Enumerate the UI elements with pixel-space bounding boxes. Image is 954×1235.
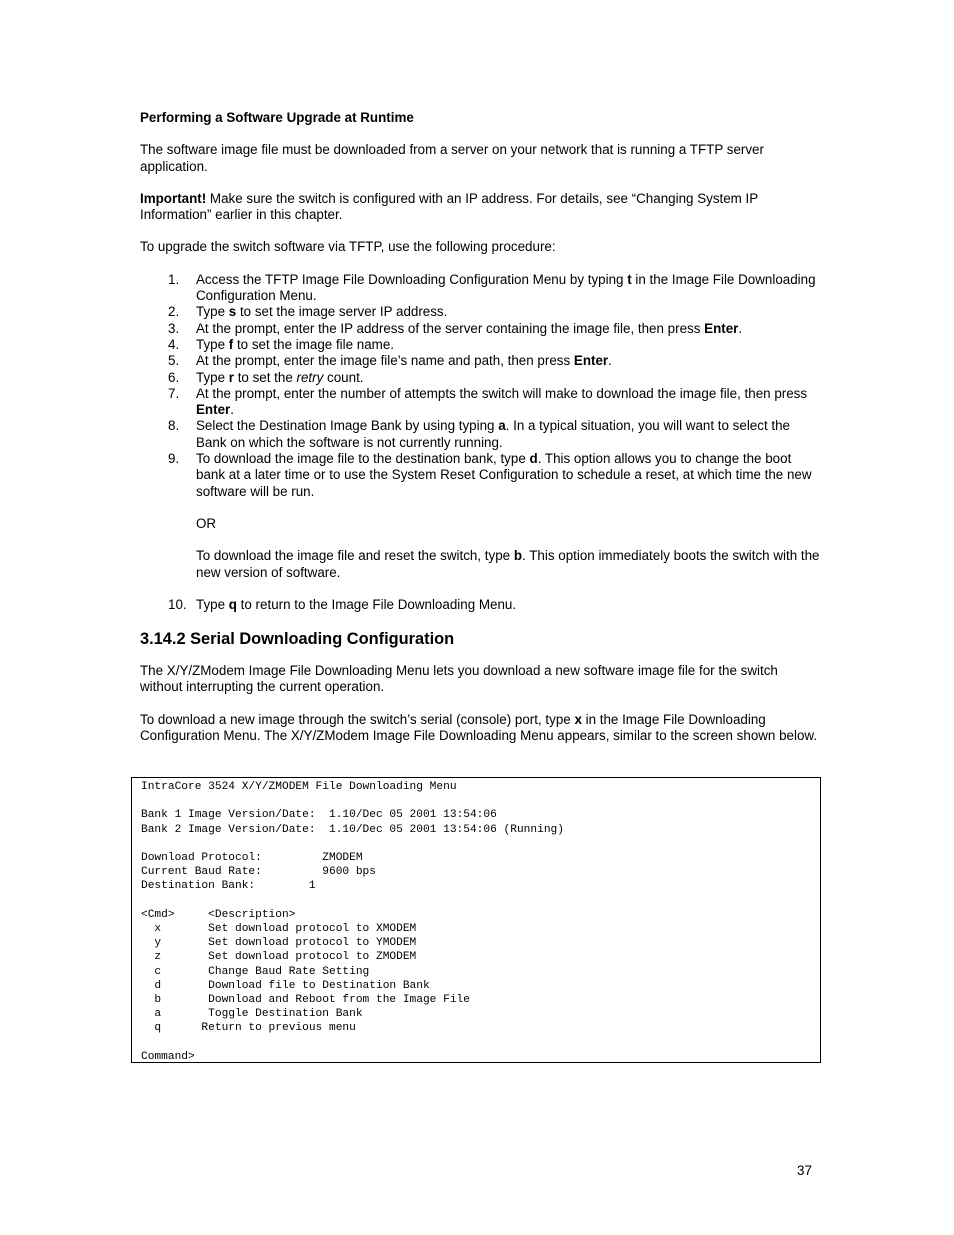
- step-key: Enter: [573, 353, 609, 369]
- step-7: [140, 386, 820, 419]
- step-text: to set the image file name.: [233, 336, 395, 352]
- step-4: [140, 337, 820, 353]
- step-text: At the prompt, enter the IP address of the server containing the image file, then press: [196, 320, 705, 336]
- step-number: 1.: [168, 271, 180, 287]
- step-text: .: [738, 320, 743, 336]
- section-title: 3.14.2 Serial Downloading Configuration: [140, 630, 455, 649]
- step-number: 3.: [168, 320, 180, 336]
- step-key: Enter: [196, 402, 231, 418]
- paragraph-text: in the Image File Downloading Configuration Menu. The X/Y/ZModem Image File Downloading Menu appears, similar to the screen shown below.: [140, 711, 818, 744]
- step-key: r: [228, 369, 234, 385]
- step-text: Type: [196, 304, 229, 320]
- step-italic: retry: [296, 369, 324, 385]
- step-number: 8.: [168, 418, 180, 434]
- step-key: t: [627, 271, 632, 287]
- step-number: 9.: [168, 451, 180, 467]
- step-text: in the Image File Downloading Configuration Menu.: [196, 271, 816, 304]
- step-text: .: [230, 402, 234, 418]
- important-label: Important!: [140, 190, 207, 206]
- step-6: [140, 370, 820, 386]
- step-number: 7.: [168, 385, 180, 401]
- step-text: to set the image server IP address.: [236, 304, 448, 320]
- step-text: To download the image file and reset the switch, type: [196, 548, 514, 564]
- paragraph-text: To download a new image through the switch’s serial (console) port, type: [140, 711, 575, 727]
- step-1: [140, 272, 820, 305]
- step-key: f: [228, 336, 234, 352]
- subsection-heading: Performing a Software Upgrade at Runtime: [140, 110, 414, 125]
- step-text: to return to the Image File Downloading Menu.: [236, 596, 517, 612]
- step-text: At the prompt, enter the image file’s name and path, then press: [196, 353, 574, 369]
- terminal-screen: IntraCore 3524 X/Y/ZMODEM File Downloading Menu Bank 1 Image Version/Date: 1.10/Dec 05 2001 13:54:06 Bank 2 Image Version/Date: 1.10/Dec 05 2001 13:54:06 (Running) Download Protocol: ZMODEM Current Baud Rate: 9600 bps Destination Bank: 1 <Cmd> <Description> x Set download protocol to XMODEM y Set download protocol to YMODEM z Set download protocol to ZMODEM c Change Baud Rate Setting d Download file to Destination Bank b Download and Reboot from the Image File a Toggle Destination Bank q Return to previous menu Command>: [131, 777, 821, 1063]
- step-text: Type: [196, 336, 229, 352]
- step-text: count.: [323, 369, 364, 385]
- paragraph-key: x: [574, 711, 582, 727]
- page-number: 37: [797, 1163, 812, 1178]
- intro-paragraph: The software image file must be downloaded from a server on your network that is running a TFTP server application.: [140, 142, 764, 174]
- step-text: Type: [196, 596, 229, 612]
- step-text: Select the Destination Image Bank by using typing: [196, 418, 499, 434]
- step-10: [140, 597, 820, 613]
- step-8: [140, 418, 820, 451]
- step-5: [140, 353, 820, 369]
- procedure-steps: [140, 272, 820, 500]
- section-paragraph-2: [140, 712, 820, 745]
- step-number: 5.: [168, 353, 180, 369]
- or-separator: OR: [196, 515, 217, 531]
- step-number: 6.: [168, 369, 180, 385]
- section-paragraph-1: The X/Y/ZModem Image File Downloading Menu lets you download a new software image file for the switch without interrupting the current operation.: [140, 663, 778, 695]
- step-number: 10.: [168, 596, 187, 612]
- step-text: . This option allows you to change the boot bank at a later time or to use the System Reset Configuration to schedule a reset, at which time the new software will be run.: [196, 451, 812, 499]
- important-text: Make sure the switch is configured with an IP address. For details, see “Changing System IP Information” earlier in this chapter.: [140, 190, 758, 223]
- important-note: [140, 191, 820, 224]
- step-text: Access the TFTP Image File Downloading Configuration Menu by typing: [196, 271, 628, 287]
- step-key: d: [529, 451, 538, 467]
- step-number: 4.: [168, 336, 180, 352]
- step-key: q: [228, 596, 237, 612]
- step-text: to set the: [233, 369, 297, 385]
- step-text: .: [608, 353, 612, 369]
- document-body: [140, 110, 820, 744]
- step-text: Type: [196, 369, 229, 385]
- step-text: At the prompt, enter the number of attempts the switch will make to download the image file, then press: [196, 385, 808, 401]
- procedure-intro: To upgrade the switch software via TFTP, use the following procedure:: [140, 239, 556, 255]
- step-text: . This option immediately boots the switch with the new version of software.: [196, 548, 820, 580]
- step-key: Enter: [704, 320, 739, 336]
- step-2: [140, 304, 820, 320]
- step-3: [140, 321, 820, 337]
- step-key: s: [228, 304, 237, 320]
- step-key: a: [498, 418, 506, 434]
- step-key: b: [513, 548, 523, 564]
- step-number: 2.: [168, 304, 180, 320]
- step-9: [140, 451, 820, 500]
- step-text: To download the image file to the destination bank, type: [196, 451, 530, 467]
- procedure-steps-cont: [140, 597, 820, 613]
- step-text: . In a typical situation, you will want to select the Bank on which the software is not currently running.: [196, 418, 790, 450]
- step-9-alternative: [140, 548, 820, 581]
